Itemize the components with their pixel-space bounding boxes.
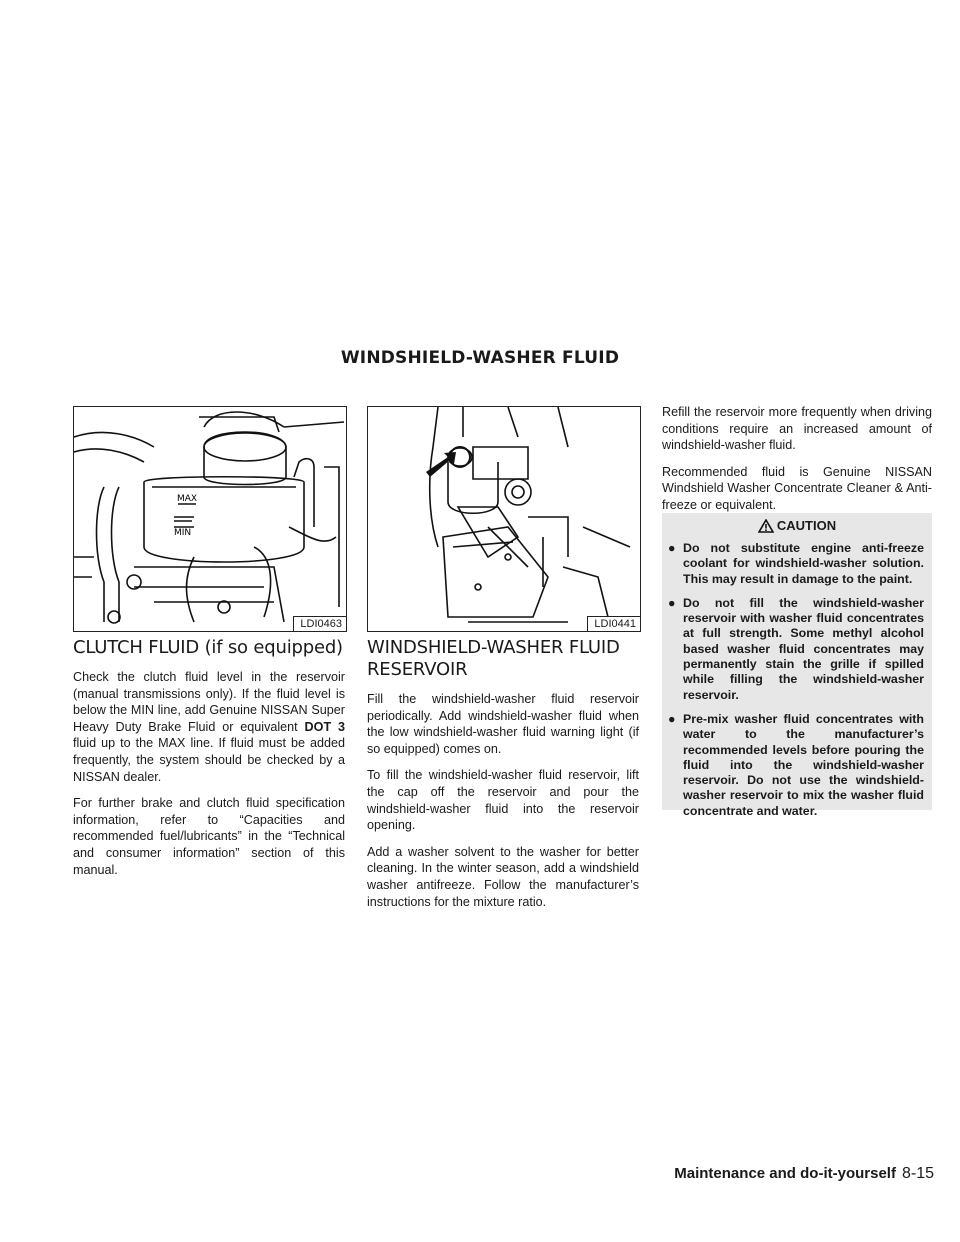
min-label: MIN: [174, 528, 192, 538]
section-heading: WINDSHIELD-WASHER FLUID: [340, 348, 620, 368]
caution-title-text: CAUTION: [776, 518, 837, 533]
washer-reservoir-figure: [367, 406, 641, 632]
washer-reservoir-heading: [367, 637, 639, 681]
clutch-p1-text-end: fluid up to the MAX line. If fluid must be added frequently, the system should be checked by a NISSAN dealer.: [73, 736, 345, 784]
clutch-reservoir-illustration: [74, 407, 346, 631]
figure-id: LDI0441: [587, 616, 640, 631]
reservoir-paragraph-1: Fill the windshield-washer fluid reservoir periodically. Add windshield-washer fluid when the low windshield-washer fluid warning light (if so equipped) comes on.: [367, 692, 639, 756]
clutch-fluid-heading: CLUTCH FLUID (if so equipped): [73, 637, 343, 658]
page-footer: [674, 1165, 934, 1183]
right-paragraph-1: Refill the reservoir more frequently when driving conditions require an increased amount of windshield-washer fluid.: [662, 405, 932, 453]
max-label: MAX: [177, 494, 198, 504]
caution-item-text: Do not fill the windshield-washer reservoir with washer fluid concentrates at full strength. Some methyl alcohol based washer fluid concentrates may permanently stain the grille if spilled while filling the windshield-washer reservoir.: [683, 595, 924, 702]
figure-id: LDI0463: [293, 616, 346, 631]
caution-box: [662, 513, 932, 818]
heading-line-1: WINDSHIELD-WASHER FLUID: [367, 637, 620, 658]
bullet-icon: ●: [668, 595, 676, 610]
chapter-title: Maintenance and do-it-yourself: [674, 1165, 896, 1182]
page-number: 8-15: [901, 1165, 934, 1182]
caution-title: [662, 518, 932, 533]
clutch-reservoir-figure: [73, 406, 347, 632]
reservoir-paragraph-2: To fill the windshield-washer fluid reservoir, lift the cap off the reservoir and pour the windshield-washer fluid into the reservoir opening.: [367, 768, 639, 833]
caution-list: [662, 541, 932, 819]
clutch-fluid-column: [73, 637, 345, 888]
washer-reservoir-column: [367, 637, 639, 920]
heading-line-2: RESERVOIR: [367, 659, 468, 680]
right-paragraph-2: Recommended fluid is Genuine NISSAN Windshield Washer Concentrate Cleaner & Anti-freeze or equivalent.: [662, 464, 932, 512]
caution-item: [668, 596, 924, 703]
dot3-bold: DOT 3: [304, 719, 345, 734]
caution-item-text: Do not substitute engine anti-freeze coolant for windshield-washer solution. This may result in damage to the paint.: [683, 541, 924, 586]
right-column: [662, 404, 932, 524]
bullet-icon: ●: [668, 541, 676, 555]
clutch-paragraph-1: [73, 669, 345, 785]
reservoir-paragraph-3: Add a washer solvent to the washer for better cleaning. In the winter season, add a windshield washer antifreeze. Follow the manufacturer’s instructions for the mixture ratio.: [367, 844, 639, 909]
clutch-p1-text: Check the clutch fluid level in the reservoir (manual transmissions only). If the fluid level is below the MIN line, add Genuine NISSAN Super Heavy Duty Brake Fluid or equivalent: [73, 670, 345, 734]
bullet-icon: ●: [668, 711, 676, 726]
washer-reservoir-illustration: [368, 407, 640, 631]
clutch-paragraph-2: For further brake and clutch fluid specification information, refer to “Capacities and recommended fuel/lubricants” in the “Technical and consumer information” section of this manual.: [73, 796, 345, 877]
warning-triangle-icon: [758, 519, 774, 533]
caution-item: [668, 712, 924, 819]
caution-item-text: Pre-mix washer fluid concentrates with water to the manufacturer’s recommended levels before pouring the fluid into the windshield-washer reservoir. Do not use the windshield-washer reservoir to mix the washer fluid concentrate and water.: [683, 711, 924, 818]
caution-item: [668, 541, 924, 587]
